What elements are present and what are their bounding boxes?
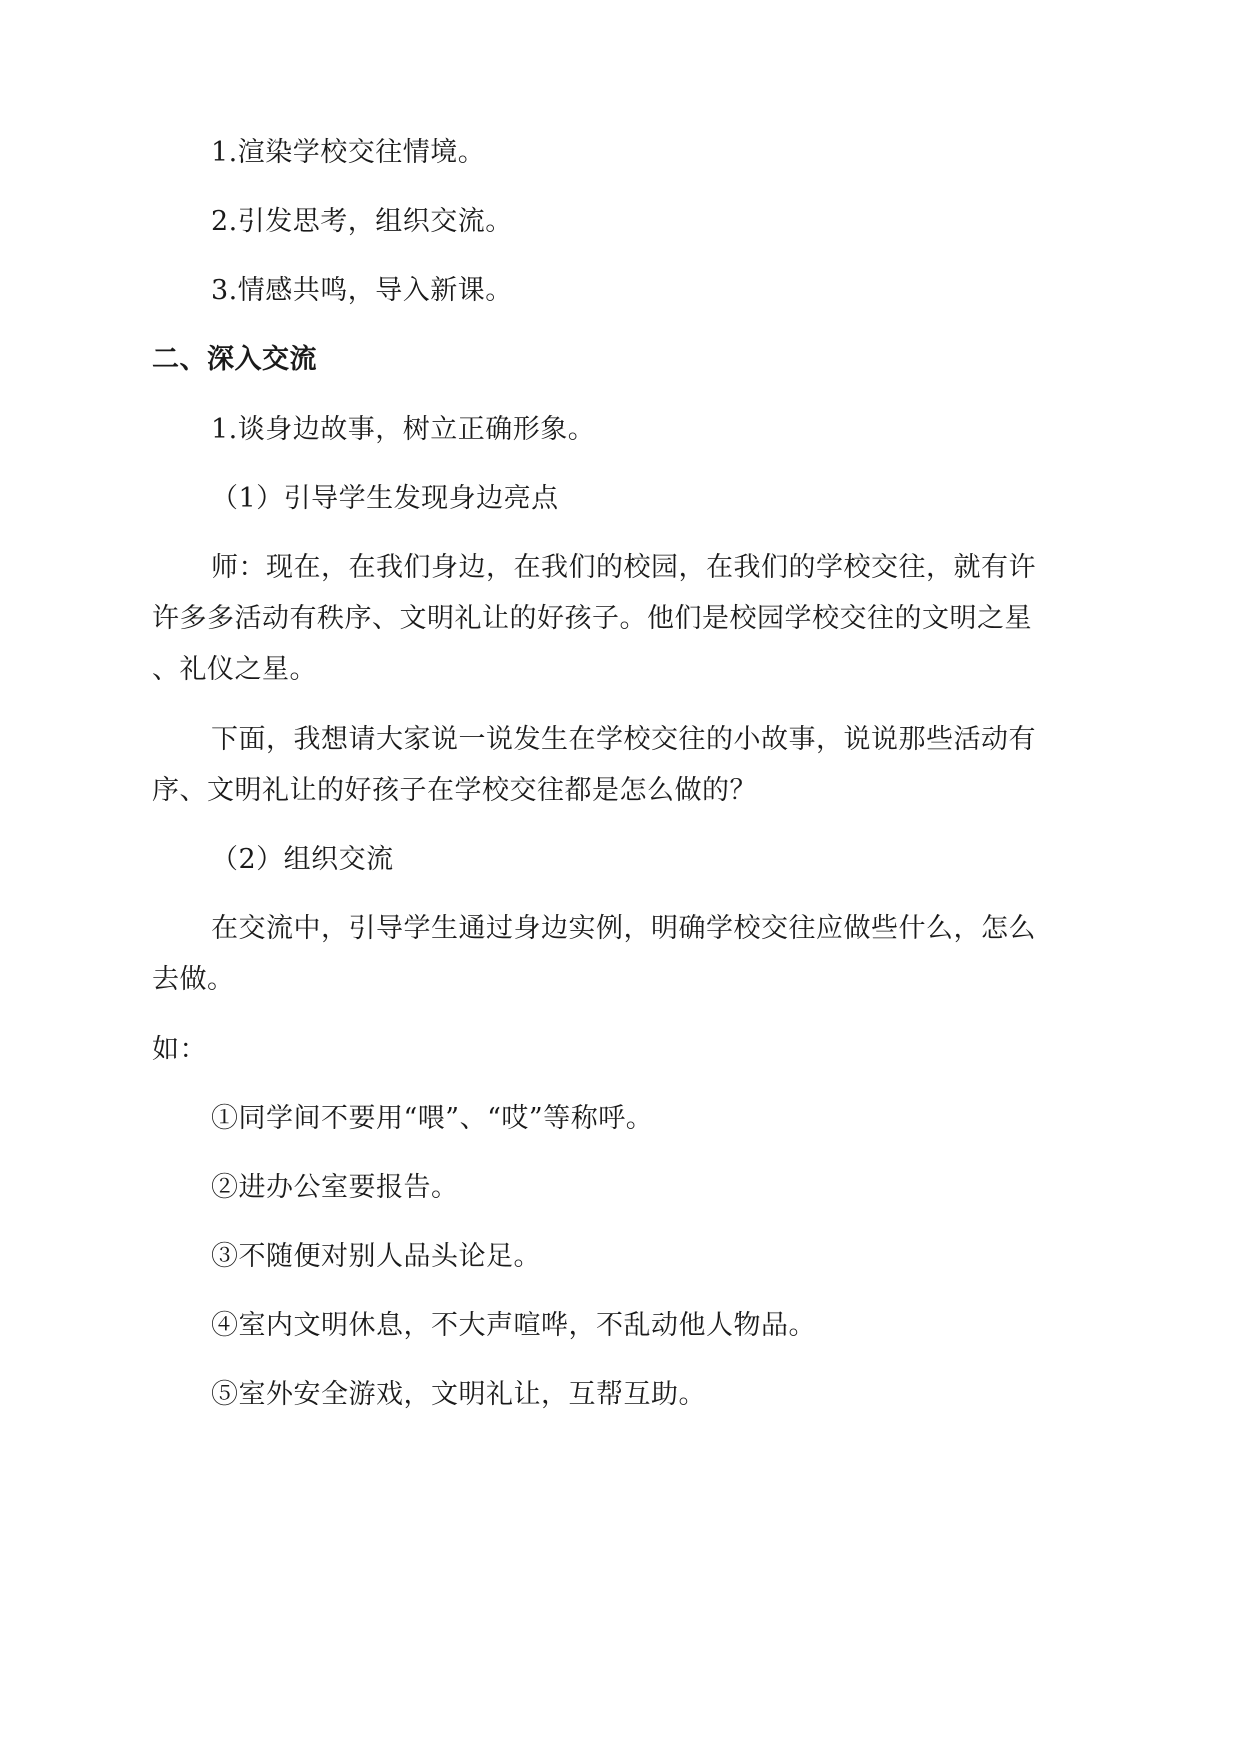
paragraph-2-line-1: 下面，我想请大家说一说发生在学校交往的小故事，说说那些活动有 xyxy=(211,724,1036,755)
example-item-4: ④室内文明休息，不大声喧哗，不乱动他人物品。 xyxy=(211,1310,816,1341)
paragraph-1-line-2: 许多多活动有秩序、文明礼让的好孩子。他们是校园学校交往的文明之星 xyxy=(152,603,1032,634)
section-heading: 二、深入交流 xyxy=(152,344,317,375)
intro-step-2: 2.引发思考，组织交流。 xyxy=(211,206,513,237)
paragraph-3-line-1: 在交流中，引导学生通过身边实例，明确学校交往应做些什么，怎么 xyxy=(211,913,1036,944)
example-label: 如： xyxy=(152,1034,207,1065)
subsection-1: （1）引导学生发现身边亮点 xyxy=(211,483,559,514)
intro-step-3: 3.情感共鸣，导入新课。 xyxy=(211,275,513,306)
paragraph-1-line-3: 、礼仪之星。 xyxy=(152,654,317,685)
example-item-5: ⑤室外安全游戏，文明礼让，互帮互助。 xyxy=(211,1379,706,1410)
intro-step-1: 1.渲染学校交往情境。 xyxy=(211,137,486,168)
example-item-1: ①同学间不要用“喂”、“哎”等称呼。 xyxy=(211,1103,654,1134)
example-item-3: ③不随便对别人品头论足。 xyxy=(211,1241,541,1272)
step-1: 1.谈身边故事，树立正确形象。 xyxy=(211,414,596,445)
example-item-2: ②进办公室要报告。 xyxy=(211,1172,459,1203)
subsection-2: （2）组织交流 xyxy=(211,844,394,875)
paragraph-2-line-2: 序、文明礼让的好孩子在学校交往都是怎么做的？ xyxy=(152,775,757,806)
paragraph-1-line-1: 师：现在，在我们身边，在我们的校园，在我们的学校交往，就有许 xyxy=(211,552,1036,583)
paragraph-3-line-2: 去做。 xyxy=(152,964,235,995)
